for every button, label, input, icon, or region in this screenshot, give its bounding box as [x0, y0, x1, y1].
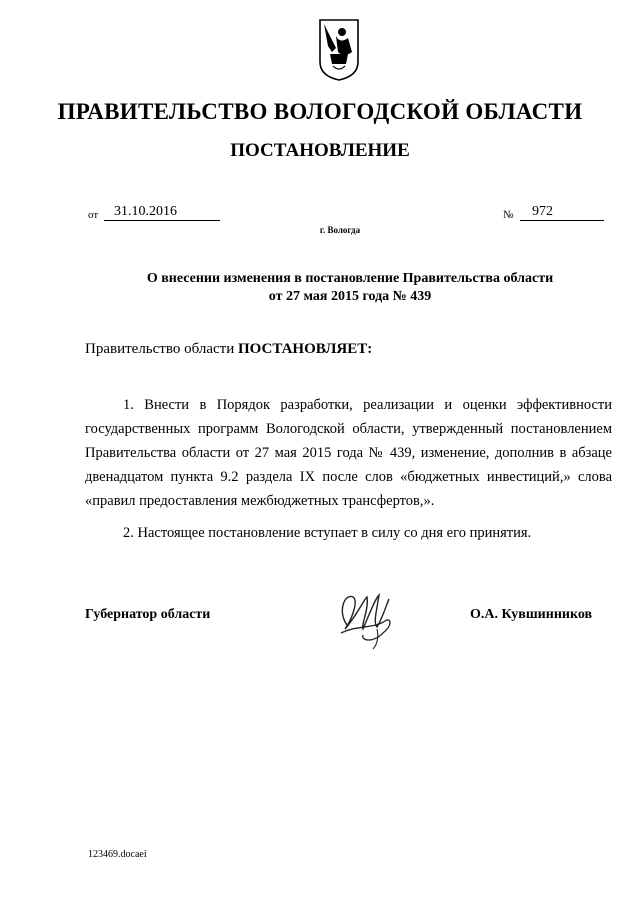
document-subject — [80, 270, 620, 306]
organization-title: ПРАВИТЕЛЬСТВО ВОЛОГОДСКОЙ ОБЛАСТИ — [57, 99, 583, 124]
footer-filename: 123469.docaei — [88, 849, 147, 860]
preamble-decree: ПОСТАНОВЛЯЕТ: — [237, 341, 373, 357]
subject-line-1: О внесении изменения в постановление Правительства области — [146, 271, 554, 286]
document-number: 972 — [520, 203, 604, 221]
preamble — [85, 341, 372, 358]
paragraph-2: 2. Настоящее постановление вступает в силу со дня его принятия. — [123, 525, 532, 541]
document-date: 31.10.2016 — [104, 203, 220, 221]
signer-name: О.А. Кувшинников — [470, 607, 593, 622]
preamble-text: Правительство области — [85, 341, 238, 357]
handwritten-signature — [333, 585, 403, 651]
signer-title: Губернатор области — [85, 607, 211, 622]
subject-line-2: от 27 мая 2015 года № 439 — [268, 289, 432, 304]
paragraph-1: 1. Внести в Порядок разработки, реализации и оценки эффективности государственных программ Вологодской области, утвержденный постановлением Правительства области от 27 мая 2015 года № 439, изменение, дополнив в абзаце двенадцатом пункта 9.2 раздела IX после слов «бюджетных инвестиций,» слова «правил предоставления межбюджетных трансфертов,». — [85, 397, 612, 509]
city: г. Вологда — [319, 225, 361, 235]
number-prefix: № — [503, 209, 514, 221]
document-type: ПОСТАНОВЛЕНИЕ — [230, 140, 410, 161]
coat-of-arms-icon — [318, 18, 360, 82]
date-prefix: от — [88, 209, 99, 221]
